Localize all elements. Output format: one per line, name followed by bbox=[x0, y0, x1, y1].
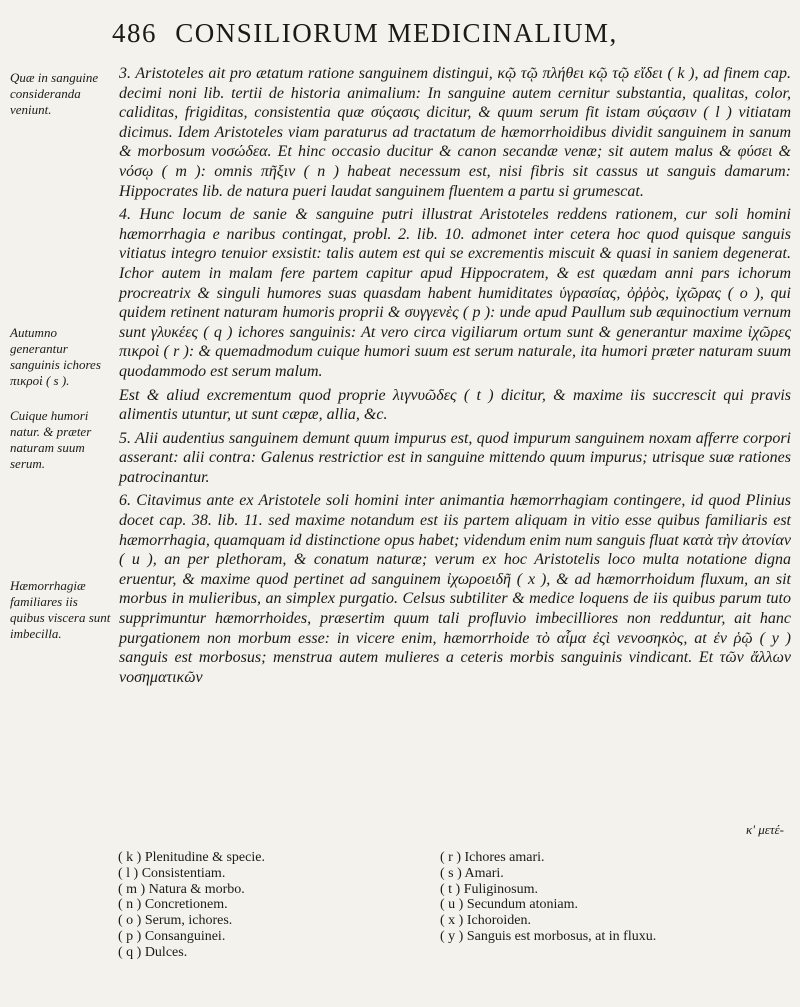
footnotes-right bbox=[440, 850, 780, 945]
footnote-u: ( u ) Secundum atoniam. bbox=[440, 897, 579, 913]
footnote-o: ( o ) Serum, ichores. bbox=[118, 913, 233, 929]
paragraph-excrementum: Est & aliud excrementum quod proprie λιγνυῶδες ( t ) dicitur, & maxime iis succrescit qui pravis alimentis utuntur, ut sunt cæpæ, allia, &c. bbox=[119, 386, 791, 424]
margin-note: Quæ in sanguine consideranda veniunt. bbox=[10, 70, 99, 117]
footnote-s: ( s ) Amari. bbox=[440, 865, 504, 881]
catchword: κ' μετέ- bbox=[745, 822, 784, 837]
paragraph-5: 5. Alii audentius sanguinem demunt quum impurus est, quod impurum sanguinem noxam afferre corpori asserant: alii contra: Galenus restrictior est in sanguine mittendo quum impurus; utrisque suæ rationes patrocinantur. bbox=[119, 429, 791, 486]
paragraph-4: 4. Hunc locum de sanie & sanguine putri illustrat Aristoteles reddens rationem, cur soli homini hæmorrhagia e naribus contingat, probl. 2. lib. 10. admonet inter cetera hoc quod quisque sanguis vitiatus integro tenuior exsistit: talis autem est qui se excrementis miscuit & quasi in saniem degenerat. Ichor autem in malam fere partem capitur apud Hippocratem, & est quædam anni pars ichorum procreatrix & singuli humores suas quasdam habent humiditates ὑγρασίας, ὀῤῥὸς, ἰχῶρας ( o ), qui quidem retinent naturam humoris proprii & συγγενὲς ( p ): unde apud Paullum sub æquinoctium vernum sunt γλυκέες ( q ) ichores sanguinis: At vero circa vigiliarum ortum sunt & generantur maxime ἰχῶρες πικροὶ ( r ): & quemadmodum cuique humori suum est serum naturale, ita humori præter naturam suum quodammodo est serum malum. bbox=[119, 206, 791, 380]
margin-note: Hæmorrhagiæ familiares iis quibus viscera sunt imbecilla. bbox=[10, 578, 111, 641]
footnote-t: ( t ) Fuliginosum. bbox=[440, 881, 539, 897]
footnote-p: ( p ) Consanguinei. bbox=[118, 928, 226, 944]
footnote-n: ( n ) Concretionem. bbox=[118, 897, 228, 913]
page-number: 486 bbox=[112, 18, 157, 48]
page-header bbox=[112, 18, 772, 49]
main-text bbox=[119, 64, 791, 687]
footnote-k: ( k ) Plenitudine & specie. bbox=[118, 850, 265, 865]
paragraph-6: 6. Citavimus ante ex Aristotele soli homini inter animantia hæmorrhagiam contingere, id quod Plinius docet cap. 38. lib. 11. sed maxime notandum est iis partem aliquam in vitio esse quibus familiaris est hæmorrhagia, quamquam id distinctione opus habet; videndum enim num sanguis fluat κατὰ τὴν ἀτονίαν ( u ), an per plethoram, & conatum naturæ; verum ex hoc Aristotelis loco multa notatione digna eruentur, & maxime quod pertinet ad sanguinem ἰχωροειδῆ ( x ), & ad hæmorrhoidum fluxum, an sit morbus in mulieribus, an simplex purgatio. Celsus subtiliter & medice loquens de iis quibus parum tuto supprimuntur hæmorrhoides, præsertim quum tali profluvio imbecilliores non redduntur, ait hanc purgationem non morbum esse: in vicere enim, hæmorrhoide τὸ αἷμα ἐςὶ νενοσηκὸς, at ἐν ῥῷ ( y ) sanguis est morbosus; menstrua autem mulieres a ceteris morbis sanguinis vindicant. Et τῶν ἄλλων νοσηματικῶν bbox=[119, 492, 791, 686]
footnote-q: ( q ) Dulces. bbox=[118, 944, 188, 960]
footnote-x: ( x ) Ichoroiden. bbox=[440, 913, 531, 929]
footnote-r: ( r ) Ichores amari. bbox=[440, 850, 545, 865]
footnotes-left bbox=[118, 850, 418, 961]
margin-note: Autumno generantur sanguinis ichores πικροὶ ( s ). bbox=[10, 325, 101, 388]
margin-note: Cuique humori natur. & præter naturam suum serum. bbox=[10, 408, 92, 471]
paragraph-3: 3. Aristoteles ait pro ætatum ratione sanguinem distingui, κῷ τῷ πλήθει κῷ τῷ εἴδει ( k ), ad finem cap. decimi noni lib. tertii de historia animalium: In sanguine autem cernitur substantia, qualitas, color, caliditas, frigiditas, consistentia quæ σύςασις dicitur, & quum serum fit istam σύςασιν ( l ) vitiatam dicimus. Idem Aristoteles viam paraturus ad tractatum de hæmorrhoidibus dividit sanguinem in sanum & morbosum νοσώδεα. Et hinc occasio ducitur & canon secandæ venæ; sit autem malus & φύσει & νόσῳ ( m ): omnis πῆξιν ( n ) habeat necessum est, nisi fibris sit cassus ut sanguis damarum: Hippocrates lib. de natura pueri laudat sanguinem fluentem a partu si grumescat. bbox=[119, 65, 791, 200]
footnote-m: ( m ) Natura & morbo. bbox=[118, 881, 245, 897]
footnote-l: ( l ) Consistentiam. bbox=[118, 865, 226, 881]
running-title: CONSILIORUM MEDICINALIUM, bbox=[175, 18, 618, 48]
footnote-y: ( y ) Sanguis est morbosus, at in fluxu. bbox=[440, 928, 657, 944]
